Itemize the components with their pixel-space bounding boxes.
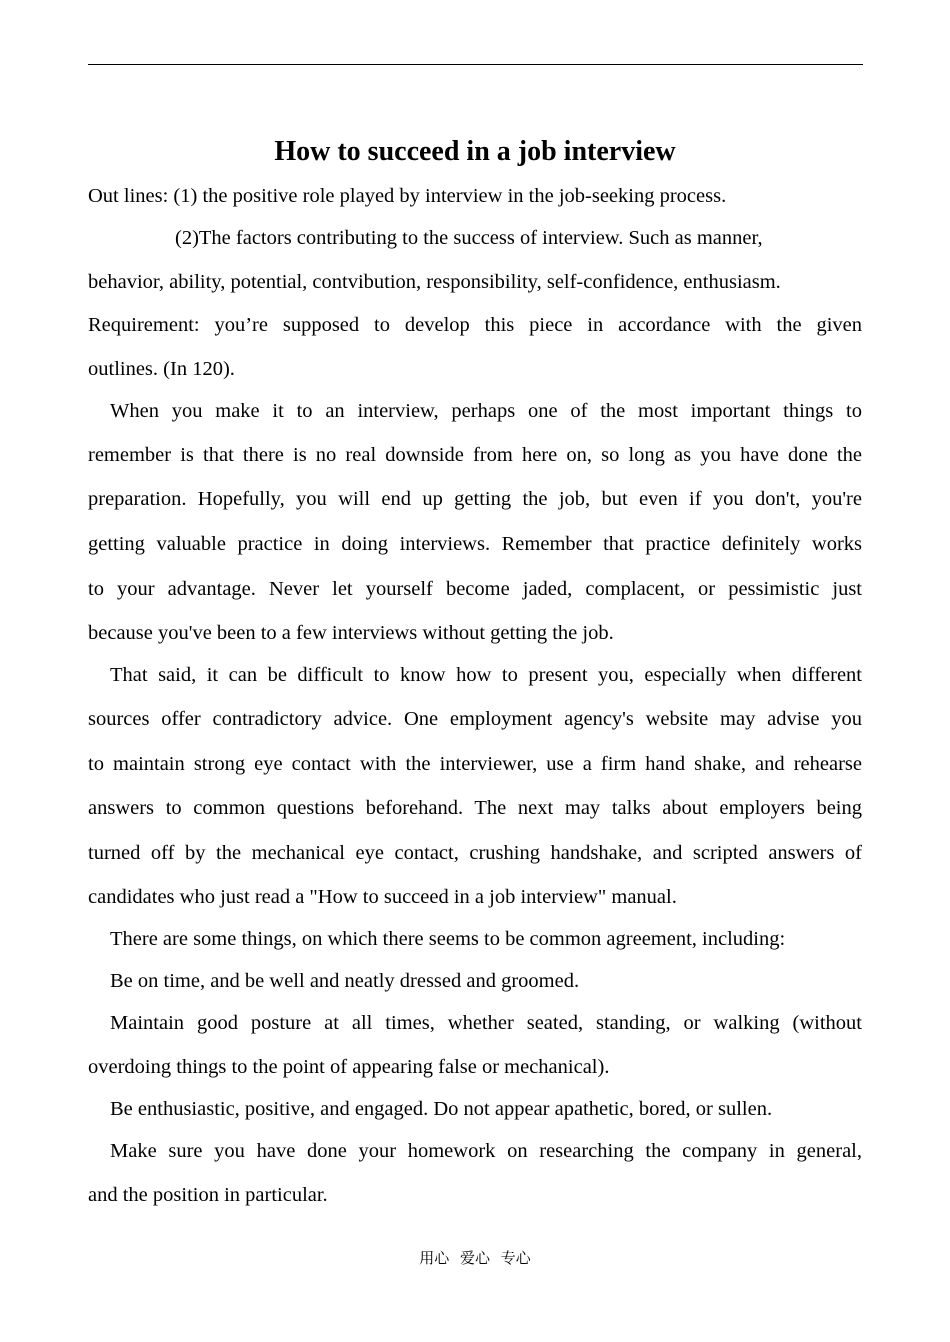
document-title: How to succeed in a job interview (274, 136, 676, 167)
text-line: That said, it can be difficult to know how to present you, especially when different (110, 664, 862, 686)
text-line: overdoing things to the point of appearing false or mechanical). (88, 1056, 610, 1078)
text-line: preparation. Hopefully, you will end up getting the job, but even if you don't, you're (88, 488, 862, 510)
text-line: answers to common questions beforehand. The next may talks about employers being (88, 797, 862, 819)
text-line: (2)The factors contributing to the success of interview. Such as manner, (175, 227, 763, 249)
text-line: and the position in particular. (88, 1184, 328, 1206)
text-line: Be on time, and be well and neatly dressed and groomed. (110, 970, 580, 992)
text-line: There are some things, on which there seems to be common agreement, including: (110, 928, 786, 950)
text-line: Out lines: (1) the positive role played by interview in the job-seeking process. (88, 185, 727, 207)
text-line: When you make it to an interview, perhaps one of the most important things to (110, 400, 862, 422)
text-line: Make sure you have done your homework on researching the company in general, (110, 1140, 862, 1162)
page-footer: 用心 爱心 专心 (419, 1249, 531, 1267)
header-rule (88, 64, 863, 65)
text-line: Be enthusiastic, positive, and engaged. Do not appear apathetic, bored, or sullen. (110, 1098, 773, 1120)
text-line: because you've been to a few interviews without getting the job. (88, 622, 614, 644)
text-line: Requirement: you’re supposed to develop this piece in accordance with the given (88, 314, 862, 336)
text-line: candidates who just read a "How to succeed in a job interview" manual. (88, 886, 677, 908)
text-line: turned off by the mechanical eye contact, crushing handshake, and scripted answers of (88, 842, 862, 864)
text-line: to your advantage. Never let yourself become jaded, complacent, or pessimistic just (88, 578, 862, 600)
text-line: Maintain good posture at all times, whether seated, standing, or walking (without (110, 1012, 862, 1034)
text-line: getting valuable practice in doing interviews. Remember that practice definitely works (88, 533, 862, 555)
text-line: outlines. (In 120). (88, 358, 235, 380)
text-line: to maintain strong eye contact with the interviewer, use a firm hand shake, and rehearse (88, 753, 862, 775)
text-line: behavior, ability, potential, contvibution, responsibility, self-confidence, enthusiasm. (88, 271, 781, 293)
text-line: remember is that there is no real downside from here on, so long as you have done the (88, 444, 862, 466)
text-line: sources offer contradictory advice. One employment agency's website may advise you (88, 708, 862, 730)
